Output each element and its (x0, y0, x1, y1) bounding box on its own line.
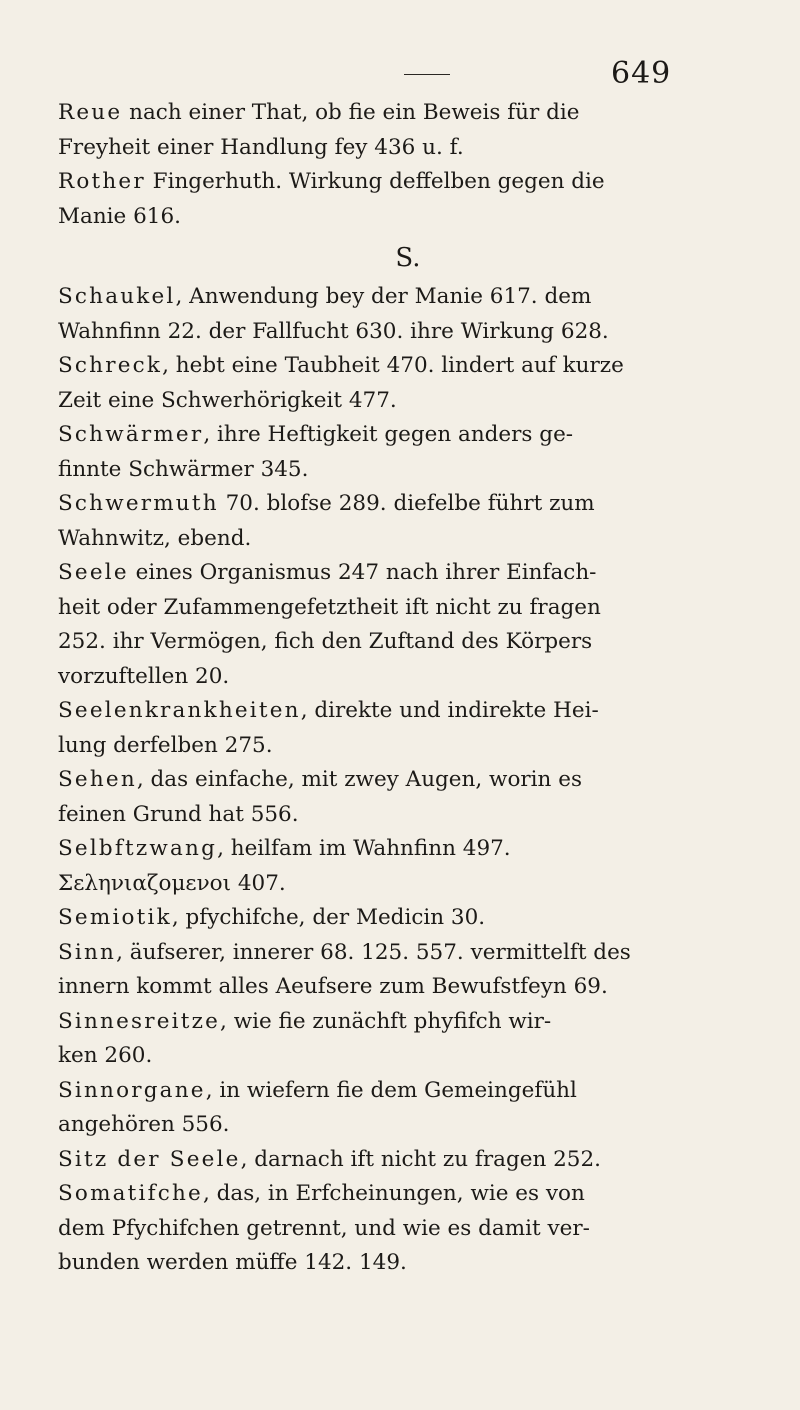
section-letter: S. (395, 243, 421, 273)
entry-text: dem Pfychifchen getrennt, und wie es damit ver- (58, 1215, 590, 1241)
entry-head: Seele (58, 560, 129, 585)
entry-head: Somatifche (58, 1181, 203, 1206)
entry-text: , ihre Heftigkeit gegen anders ge- (203, 422, 574, 447)
entry-text: 252. ihr Vermögen, fich den Zuftand des Körpers (58, 629, 593, 654)
entry-text: Σεληνιαζομενοι 407. (58, 870, 286, 896)
index-entry (58, 867, 738, 902)
entry-head: Selbftzwang (58, 836, 218, 861)
index-entry (58, 1005, 738, 1074)
index-entry (58, 936, 738, 1005)
entry-text: , das einfache, mit zwey Augen, worin es (136, 767, 582, 792)
entry-head: Reue (58, 100, 123, 125)
entry-text: nach einer That, ob fie ein Beweis für die (122, 100, 580, 125)
entry-head: Seelenkrankheiten (58, 698, 301, 723)
index-entry (58, 832, 738, 867)
index-entries (58, 96, 738, 1281)
index-entry (58, 1074, 738, 1143)
entry-text: vorzuftellen 20. (58, 663, 230, 689)
entry-head: Schwermuth (58, 491, 219, 516)
entry-head: Schreck (58, 353, 163, 378)
page-number: 649 (611, 56, 672, 91)
entry-text: , in wiefern fie dem Gemeingefühl (205, 1077, 577, 1103)
entry-text: , heilfam im Wahnfinn 497. (217, 836, 511, 861)
entry-text: , Anwendung bey der Manie 617. dem (175, 284, 592, 309)
index-entry (58, 280, 738, 349)
index-entry (58, 694, 738, 763)
index-entry (58, 165, 738, 234)
entry-head: Schaukel (58, 284, 176, 309)
entry-text: , pfychifche, der Medicin 30. (171, 905, 486, 930)
index-entry (58, 556, 738, 694)
entry-text: Wahnfinn 22. der Fallfucht 630. ihre Wirkung 628. (58, 318, 609, 344)
entry-text: heit oder Zufammengefetztheit ift nicht zu fragen (58, 594, 601, 620)
entry-text: bunden werden müffe 142. 149. (58, 1250, 407, 1275)
entry-text: Manie 616. (58, 203, 181, 229)
entry-text: angehören 556. (58, 1112, 230, 1137)
entry-head: Semiotik (58, 905, 172, 930)
index-entry (58, 349, 738, 418)
entry-head: Rother (58, 169, 146, 194)
index-entry (58, 763, 738, 832)
header-rule (404, 74, 450, 75)
entry-text: , darnach ift nicht zu fragen 252. (240, 1146, 602, 1172)
entry-head: Sinnesreitze (58, 1008, 221, 1034)
index-entry (58, 901, 738, 936)
entry-text: lung derfelben 275. (58, 732, 273, 758)
entry-text: , hebt eine Taubheit 470. lindert auf kurze (162, 353, 624, 378)
entry-head: Sinn (58, 939, 117, 965)
index-entry (58, 1177, 738, 1281)
entry-text: , das, in Erfcheinungen, wie es von (202, 1181, 585, 1206)
entry-text: ken 260. (58, 1043, 153, 1068)
entry-text: Fingerhuth. Wirkung deffelben gegen die (145, 169, 605, 194)
entry-head: Sehen (58, 767, 137, 792)
index-entry (58, 96, 738, 165)
entry-text: Wahnwitz, ebend. (58, 525, 252, 551)
entry-head: Sitz der Seele (58, 1146, 241, 1172)
index-entry (58, 418, 738, 487)
index-entry (58, 487, 738, 556)
entry-text: 70. blofse 289. diefelbe führt zum (218, 491, 595, 516)
index-entry (58, 1143, 738, 1178)
entry-head: Schwärmer (58, 422, 204, 447)
entry-text: innern kommt alles Aeufsere zum Bewufstfeyn 69. (58, 974, 608, 999)
entry-head: Sinnorgane (58, 1077, 206, 1103)
entry-text: finnte Schwärmer 345. (58, 456, 309, 482)
entry-text: feinen Grund hat 556. (58, 801, 299, 827)
entry-text: , äufserer, innerer 68. 125. 557. vermittelft des (116, 939, 631, 965)
entry-text: eines Organismus 247 nach ihrer Einfach- (128, 560, 597, 585)
entry-text: Zeit eine Schwerhörigkeit 477. (58, 387, 397, 413)
entry-text: , direkte und indirekte Hei- (300, 698, 599, 723)
entry-text: , wie fie zunächft phyfifch wir- (220, 1008, 552, 1034)
entry-text: Freyheit einer Handlung fey 436 u. f. (58, 134, 464, 160)
